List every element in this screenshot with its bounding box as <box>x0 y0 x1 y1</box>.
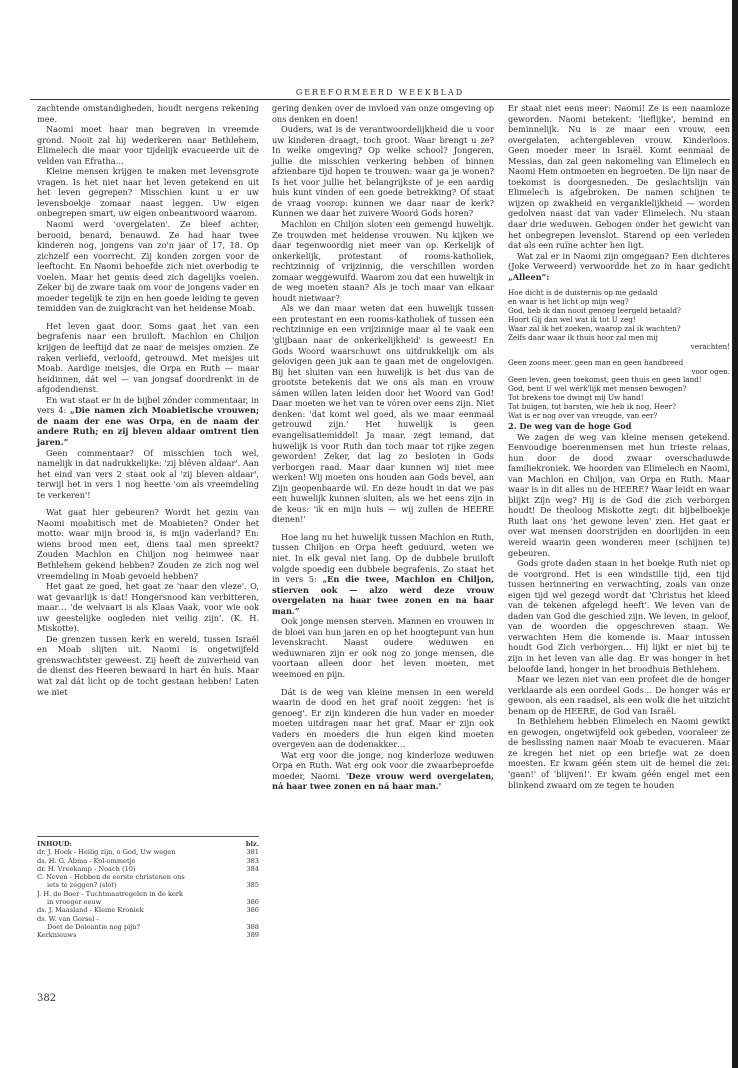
toc-entry-title: C. Neven - Hebben de eerste christenen ons <box>37 873 185 882</box>
toc-row <box>37 890 259 898</box>
toc-row <box>37 881 259 889</box>
toc-entry-page: 386 <box>246 898 259 907</box>
toc-entry-title: dr. J. Hoek - Heilig zijn, o God, Uw wegen <box>37 848 176 857</box>
poem-line: Wat is er nog over van vreugde, van eer? <box>508 411 658 421</box>
toc-row <box>37 848 259 856</box>
toc-entry-title: J. H. de Boer - Tuchtmaatregelen in de kerk <box>37 889 184 898</box>
toc-title: INHOUD: <box>37 840 72 848</box>
toc-entry-page: 388 <box>246 922 259 931</box>
running-header: GEREFORMEERD WEEKBLAD <box>295 88 465 97</box>
poem-line: God, heb ik dan nooit genoeg leergeld betaald? <box>508 306 681 316</box>
paragraph: In Bethlehem hebben Elimelech en Naomi gewikt en gewogen, ongetwijfeld ook gebeden, vooraleer ze de beslissing namen naar Moab te evacueren. Maar ze kregen het niet op een briefje wat ze doen moesten. Er kwam géén stem uit de hemel die zei: 'gaan!' of 'blijven!'. Er kwam géén engel met een blinkend zwaard om ze tegen te houden <box>508 716 730 790</box>
paragraph: Naomi werd 'overgelaten'. Ze bleef achter, berooid, benard, benauwd. Ze had haar twee kinderen nog, jongens van zo'n jaar of 17, 18. Op zichzelf een voorrecht. Zij konden zorgen voor de leeftocht. En Naomi behoefde zich niet overbodig te voelen. Maar het gemis deed zich dagelijks voelen. Zeker bij de zware taak om voor de jongens vader en moeder tegelijk te zijn en hen goede leiding te geven temidden van de zuigkracht van het heidense Moab. <box>37 219 259 314</box>
header-rule <box>30 99 730 100</box>
toc-entry-page: 386 <box>246 906 259 915</box>
toc-entry-title: ds. J. Maasland - Kleine Kroniek <box>37 906 144 915</box>
paragraph: Geen commentaar? Of misschien toch wel, namelijk in dat nadrukkelijke: 'zij bléven aldaar'. Aan het eind van vers 2 staat ook al 'zij bleven aldaar', terwijl het in vers 1 nog heette 'om als vreemdeling te verkeren'! <box>37 447 259 500</box>
paragraph: Maar we lezen niet van een profeet die de honger verklaarde als een oordeel Gods… De honger wás er gewoon, als een raadsel, als een wolk die het uitzicht benam op de HEERE, de God van Israël. <box>508 674 730 716</box>
table-of-contents <box>37 836 259 940</box>
toc-row <box>37 873 259 881</box>
poem-line: Hoort Gij dan wel wat ik tot U zeg! <box>508 315 636 325</box>
page-number: 382 <box>37 993 57 1004</box>
poem-line: verachten! <box>690 341 730 351</box>
toc-row <box>37 923 259 931</box>
poem-stanza-1 <box>508 289 730 351</box>
column-2 <box>272 103 494 792</box>
paragraph: Ook jonge mensen sterven. Mannen en vrouwen in de bloei van hun jaren en op het hoogtepunt van hun levenskracht. Naast oudere weduwen en weduwnaren zijn er ook nog zo jonge mensen, die voortaan alleen door het leven moeten, met weemoed en pijn. <box>272 616 494 679</box>
poem-title: „Alleen”: <box>508 271 550 282</box>
poem-line: Geen leven, geen toekomst, geen thuis en geen land! <box>508 375 702 385</box>
toc-row <box>37 931 259 939</box>
poem-line: God, bent U wel wérk'lijk met mensen bewogen? <box>508 384 687 394</box>
column-3 <box>508 103 730 790</box>
paragraph: Wat gaat hier gebeuren? Wordt het gezin van Naomi moabitisch met de Moabieten? Onder het motto: waar mijn brood is, is mijn vaderland? En: wiens brood men eet, diens taal men spreekt? Zouden Machlon en Chiljon nog heimwee naar Bethlehem gekend hebben? Zouden ze zich nog wel vreemdeling in Moab gevoeld hebben? <box>37 507 259 581</box>
toc-row <box>37 906 259 914</box>
lead-text: Wat erg voor die jonge, nog kinderloze weduwen Orpa en Ruth. Wat erg ook voor die zwaarbeproefde moeder, Naomi. <box>272 749 494 781</box>
lead-text: Wat zal er in Naomi zijn omgegaan? Een dichteres (Joke Verweerd) verwoordde het zo in haar gedicht <box>508 250 730 272</box>
toc-entry-title: in vroeger eeuw <box>47 898 102 907</box>
toc-entry-page <box>237 890 259 898</box>
toc-row <box>37 898 259 906</box>
poem-line: Waar zal ik het zoeken, waarop zal ik wachten? <box>508 323 681 333</box>
paragraph: Gods grote daden staan in het boekje Ruth niet op de voorgrond. Het is een windstille tijd, een tijd tussen herinnering en verwachting, zoals van onze eigen tijd wel gezegd wordt dat 'Christus het kleed van de tekenen afgelegd heeft'. We leven van de daden van God die geschied zijn. We leven, in geloof, van de woorden die opgeschreven staan. We verwachten Hem die komende is. Maar intussen houdt God Zich verborgen… Hij lijkt er niet bij te zijn in het leven van alle dag. Er was honger in het beloofde land, honger in het broodhuis Bethlehem. <box>508 558 730 674</box>
paragraph: Het gaat ze goed, het gaat ze 'naar den vleze'. O, wat gevaarlijk is dat! Hongersnood kan verbitteren, maar… 'de welvaart is als Klaas Vaak, voor wie ook uw geestelijke oogleden niet veilig zijn'. (K. H. Miskotte). <box>37 581 259 634</box>
paragraph: Naomi moet haar man begraven in vreemde grond. Nooit zal hij wederkeren naar Bethlehem, Elimelech die maar voor tijdelijk evacueerde uit de velden van Efratha… <box>37 124 259 166</box>
paragraph <box>272 532 494 616</box>
section-heading: 2. De weg van de hoge God <box>508 420 632 431</box>
column-1 <box>37 103 259 697</box>
poem-line: voor ogen. <box>691 366 730 376</box>
paragraph <box>272 750 494 792</box>
paragraph: Het leven gaat door. Soms gaat het van een begrafenis naar een bruiloft. Machlon en Chiljon krijgen de leeftijd dat ze naar de meisjes omzien. Ze raken verliefd, verloofd, getrouwd. Met meisjes uit Moab. Aardige meisjes, die Orpa en Ruth — maar heidinnen, dát wel — van jongsaf doordrenkt in de afgodendienst. <box>37 320 259 395</box>
toc-entry-page: 383 <box>246 856 259 865</box>
paragraph <box>508 251 730 283</box>
poem-line: Geen zoons meer, geen man en geen handbreed <box>508 357 684 367</box>
scripture-quote: 'Deze vrouw werd overgelaten, ná haar twee zonen en ná haar man.' <box>272 770 494 792</box>
toc-entry-title: ds. H. G. Abma - Kol-ommetje <box>37 856 136 865</box>
paragraph: We zagen de weg van kleine mensen getekend. Eenvoudige boerenmensen met hun trieste relaas, hun door de dood zwaar overschaduwde familiekroniek. We hoorden van Elimelech en Naomi, van Machlon en Chiljon, van Orpa en Ruth. Maar waar is in dit alles nu de HEERE? Waar leidt en waar blijkt Zijn weg? Hij is de God die zich verborgen houdt! De theoloog Miskotte zegt: dit bijbelboekje Ruth laat ons 'het gewone leven' zien. Het gaat er over wat mensen doorstrijden en doorlijden in een wereld waarin geen wonderen meer (schijnen te) gebeuren. <box>508 431 730 558</box>
toc-header <box>37 840 259 848</box>
toc-rule <box>37 836 259 837</box>
poem-stanza-2 <box>508 359 730 421</box>
toc-entry-page <box>237 873 259 881</box>
toc-row <box>37 865 259 873</box>
toc-page-label: blz. <box>245 840 259 848</box>
lead-text: En wat staat er in de bijbel zónder commentaar, in vers 4: <box>37 394 259 416</box>
toc-entry-page: 381 <box>246 848 259 857</box>
toc-entry-page: 385 <box>246 881 259 890</box>
toc-row <box>37 915 259 923</box>
poem-line: Tot buigen, tot barsten, wie heb ik nog, Heer? <box>508 402 676 412</box>
toc-entry-title: dr. H. Vreekamp - Noach (10) <box>37 864 136 873</box>
toc-entry-title: Doet de Doleantie nog pijn? <box>47 922 141 931</box>
page-edge <box>732 0 738 1068</box>
paragraph <box>37 395 259 448</box>
toc-entry-title: Kerknieuws <box>37 931 77 940</box>
paragraph: Ouders, wat is de verantwoordelijkheid die u voor uw kinderen draagt, toch groot. Waar brengt u ze? In welke omgeving? Op welke school? Jongeren, jullie die misschien verkering hebben of binnen afzienbare tijd hopen te trouwen: waar ga je wonen? Is het voor jullie het belangrijkste of je een aardig huis kunt vinden of een goede betrekking? Of staat de vraag voorop: kunnen we daar naar de kerk? Kunnen we daar het zuivere Woord Gods horen? <box>272 124 494 219</box>
poem-line: Hoe dicht is de duisternis op me gedaald <box>508 288 658 298</box>
paragraph: Er staat niet eens meer: Naomi! Ze is een naamloze geworden. Naomi betekent: 'lieflijke', bemind en beminnelijk. Nu is ze maar een vrouw, een overgelaten, achtergebleven vrouw. Kinderloos. Geen moeder meer in Israël. Komt eenmaal de Messias, dan zal geen nakomeling van Elimelech en Naomi Hem ontmoeten en begroeten. De lijn naar de toekomst is doorgesneden. De geslachtslijn van Elimelech is afgebroken. De namen schijnen te wijzen op zwakheid en verganklelijkheid — worden gedolven naast dat van vader Elimelech. Nu staan daar drie weduwen. Gebogen onder het gewicht van het onbegrepen levenslot. Starend op een verleden dat als een ruïne achter hen ligt. <box>508 103 730 251</box>
paragraph: zachtende omstandigheden, houdt nergens rekening mee. <box>37 103 259 124</box>
paragraph: De grenzen tussen kerk en wereld, tussen Israël en Moab slijten uit. Naomi is ongetwijfeld grenswachtster geweest. Zij heeft de zuiverheid van de dienst des Heeren bewaard in hart én huis. Maar wat zal dát licht op de tocht gestaan hebben! Laten we niet <box>37 633 259 697</box>
paragraph: Als we dan maar weten dat een huwelijk tussen een protestant en een rooms-katholiek of tussen een rechtzinnige en een vrijzinnige maar al te vaak een 'glijbaan naar de onkerkelijkheid' is geweest! En Gods Woord waarschuwt ons uitdrukkelijk om als gelovigen geen juk aan te gaan met de ongelovigen. Bij het sluiten van een huwelijk is het dus van de grootste betekenis dat we ons als man en vrouw sámen willen laten leiden door het Woord van God! Daar moeten we het van te vóren over eens zijn. Niet denken: 'dat komt wel goed, als we maar eenmaal getrouwd zijn.' Het huwelijk is geen evangelisatiemiddel! Ja maar, zegt iemand, dat huwelijk is voor Ruth dan toch maar tot rijke zegen geworden! Zeker, dat lag zo besloten in Gods verborgen raad. Maar daar kunnen wij niet mee werken! Wij moeten ons houden aan Gods bevel, aan Zijn geopenbaarde wil. En deze houdt in dat we pas een huwelijk kunnen sluiten, als we het eens zijn in de keus: 'ik en mijn huis — wij zullen de HEERE dienen!' <box>272 303 494 525</box>
toc-entry-page <box>237 915 259 923</box>
toc-rows <box>37 848 259 939</box>
poem-line: en waar is het licht op mijn weg? <box>508 297 629 307</box>
paragraph: Dát is de weg van kleine mensen in een wereld waarin de dood en het graf nooit zeggen: 'het is genoeg'. Er zijn kinderen die hun vader en moeder moeten uitdragen naar het graf. Maar er zijn ook vaders en moeders die hun eigen kind moeten overgeven aan de dodenakker… <box>272 686 494 750</box>
lead-text: Hoe lang nu het huwelijk tussen Machlon en Ruth, tussen Chiljon en Orpa heeft geduurd, weten we niet. In elk geval niet lang. Op de dubbele bruiloft volgde spoedig een dubbele begrafenis. Zo staat het in vers 5: <box>272 531 494 585</box>
paragraph: gering denken over de invloed van onze omgeving op ons denken en doen! <box>272 103 494 124</box>
toc-entry-page: 389 <box>246 931 259 940</box>
paragraph: Machlon en Chiljon sloten een gemengd huwelijk. Ze trouwden met heidense vrouwen. Nu kijken we daar tegenwoordig niet meer van op. Kerkelijk of onkerkelijk, protestant of rooms-katholiek, rechtzinnig of vrijzinnig, die verschillen worden zomaar weggewuifd. Waarom zou dat een huwelijk in de weg moeten staan? Als je toch maar van elkaar houdt nietwaar? <box>272 219 494 303</box>
toc-entry-title: iets te zeggen? (slot) <box>47 881 117 890</box>
toc-entry-page: 384 <box>246 864 259 873</box>
scripture-quote: „Die namen zich Moabietische vrouwen; de naam der ene was Orpa, en de naam der andere Ruth; en zij bleven aldaar omtrent tien jaren.” <box>37 405 259 447</box>
toc-entry-title: ds. W. van Gorsel - <box>37 914 99 923</box>
toc-row <box>37 857 259 865</box>
poem-line: Tot brekens toe dwingt mij Uw hand! <box>508 393 644 403</box>
paragraph: Kleine mensen krijgen te maken met levensgrote vragen. Is het niet naar het leven getekend en uit het leven gegrepen? Misschien kunt u er uw levensboekje zomaar naast leggen. Uw eigen onbegrepen smart, uw eigen onbeantwoord waarom. <box>37 166 259 219</box>
scripture-quote: „En die twee, Machlon en Chiljon, stierven ook — alzo werd deze vrouw overgelaten na haar twee zonen en na haar man.” <box>272 574 494 616</box>
poem-line: Zelfs daar waar ik thuis hoor zal men mij <box>508 332 658 342</box>
